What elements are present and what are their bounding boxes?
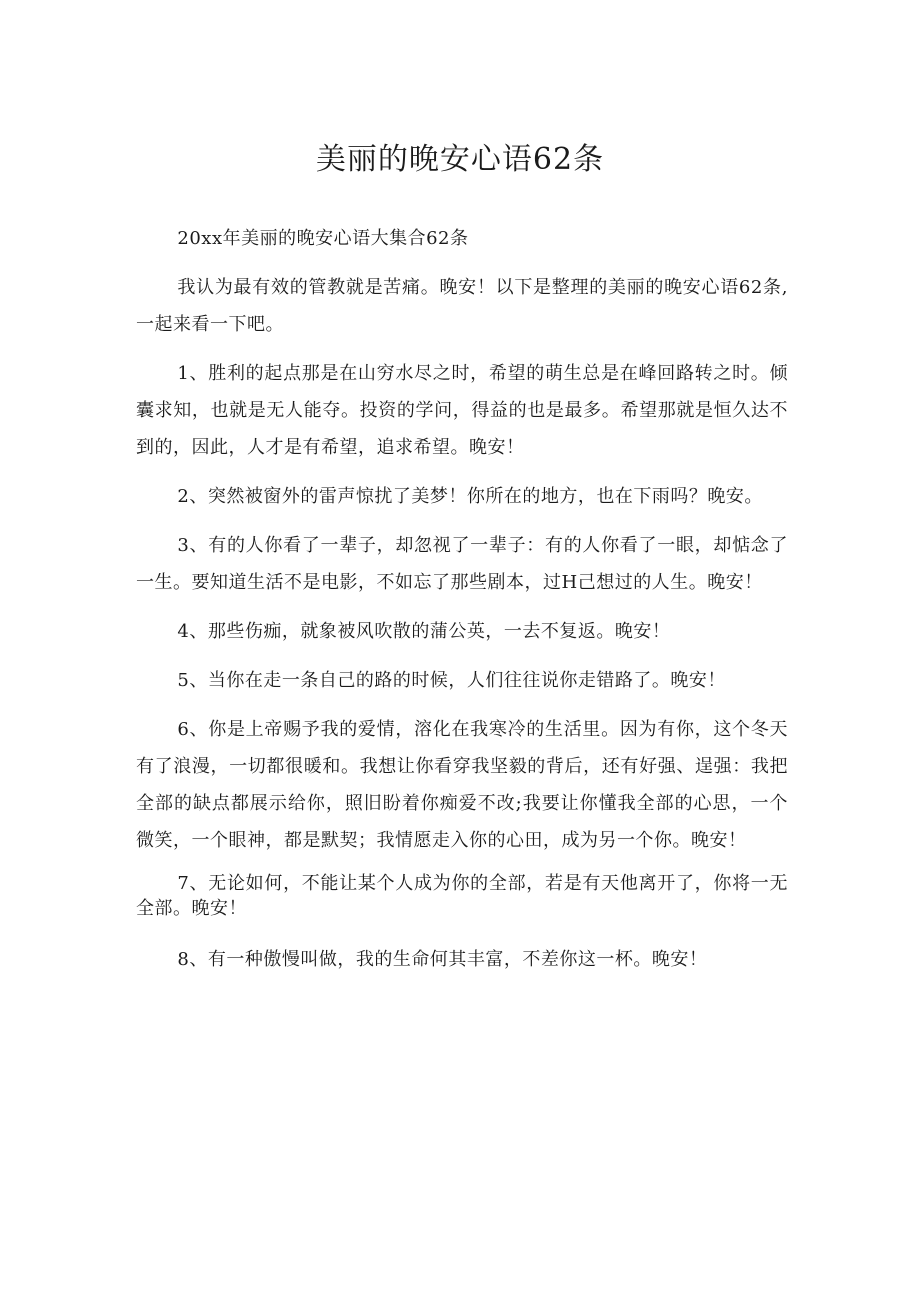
paragraph-item-5: 5、当你在走一条自己的路的时候，人们往往说你走错路了。晚安！ xyxy=(177,670,726,691)
paragraph-item-1: 1、胜利的起点那是在山穷水尽之时，希望的萌生总是在峰回路转之时。倾囊求知，也就是无人能夺。投资的学问，得益的也是最多。希望那就是恒久达不到的，因此，人才是有希望，追求希望。晚安！ xyxy=(136,363,788,458)
document-title: 美丽的晚安心语62条 xyxy=(315,142,605,177)
paragraph-item-7: 7、无论如何，不能让某个人成为你的全部，若是有天他离开了，你将一无全部。晚安！ xyxy=(136,873,788,919)
paragraph-item-3: 3、有的人你看了一辈子，却忽视了一辈子：有的人你看了一眼，却惦念了一生。要知道生活不是电影，不如忘了那些剧本，过H己想过的人生。晚安！ xyxy=(136,535,788,593)
paragraph-item-4: 4、那些伤痂，就象被风吹散的蒲公英，一去不复返。晚安！ xyxy=(177,621,671,642)
paragraph-intro: 我认为最有效的管教就是苦痛。晚安！以下是整理的美丽的晚安心语62条,一起来看一下吧。 xyxy=(136,277,788,335)
document-body xyxy=(136,220,788,990)
paragraph-item-2: 2、突然被窗外的雷声惊扰了美梦！你所在的地方，也在下雨吗？晚安。 xyxy=(177,486,763,507)
paragraph-item-8: 8、有一种傲慢叫做，我的生命何其丰富，不差你这一杯。晚安！ xyxy=(177,949,708,970)
paragraph-item-6: 6、你是上帝赐予我的爱情，溶化在我寒冷的生活里。因为有你，这个冬天有了浪漫，一切都很暖和。我想让你看穿我坚毅的背后，还有好强、逞强：我把全部的缺点都展示给你，照旧盼着你痴爱不改;我要让你懂我全部的心思，一个微笑，一个眼神，都是默契；我情愿走入你的心田，成为另一个你。晚安！ xyxy=(136,719,788,851)
paragraph-subtitle: 20xx年美丽的晚安心语大集合62条 xyxy=(177,228,469,249)
